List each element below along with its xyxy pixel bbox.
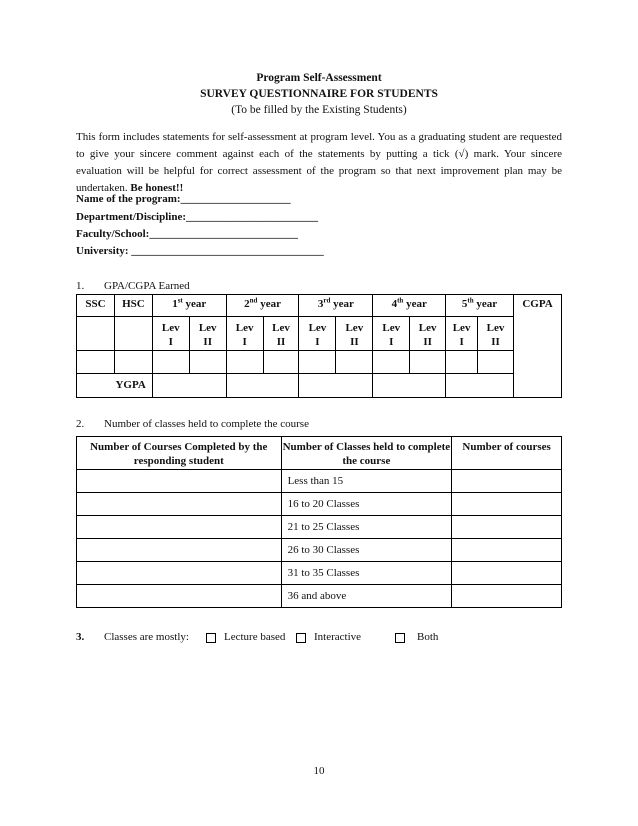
count-cell[interactable] xyxy=(452,470,562,493)
both-checkbox[interactable] xyxy=(395,633,405,643)
gpa-cell[interactable] xyxy=(410,350,446,373)
classes-range: 21 to 25 Classes xyxy=(281,516,452,539)
year-5-header: 5th year xyxy=(446,295,514,317)
courses-cell[interactable] xyxy=(77,539,282,562)
cgpa-header: CGPA xyxy=(513,295,561,398)
classes-range: 36 and above xyxy=(281,585,452,608)
q1-number: 1. xyxy=(76,280,85,292)
ygpa-cell[interactable] xyxy=(373,373,446,397)
classes-range: 31 to 35 Classes xyxy=(281,562,452,585)
intro-text: This form includes statements for self-assessment at program level. You as a graduating student are requested to give your sincere comment against each of the statements by putting a tick (√) mark. Your sincere evaluation will be helpful for correct assessment of the program so that next improvement plan may be undertaken. xyxy=(76,131,562,194)
gpa-cell[interactable] xyxy=(373,350,410,373)
hsc-header: HSC xyxy=(114,295,152,317)
ssc-cell[interactable] xyxy=(77,350,115,373)
gpa-table xyxy=(76,294,562,398)
form-subtitle: SURVEY QUESTIONNAIRE FOR STUDENTS xyxy=(200,88,438,100)
lev-ii: Lev II xyxy=(336,317,373,350)
col-classes-held: Number of Classes held to complete the course xyxy=(281,437,452,470)
lev-i: Lev I xyxy=(373,317,410,350)
gpa-cell[interactable] xyxy=(152,350,189,373)
count-cell[interactable] xyxy=(452,562,562,585)
q3-text: Classes are mostly: xyxy=(104,631,189,643)
ygpa-cell[interactable] xyxy=(446,373,514,397)
q1-text: GPA/CGPA Earned xyxy=(104,280,190,292)
lev-ii: Lev II xyxy=(410,317,446,350)
courses-cell[interactable] xyxy=(77,516,282,539)
lev-i: Lev I xyxy=(299,317,336,350)
courses-cell[interactable] xyxy=(77,585,282,608)
year-3-header: 3rd year xyxy=(299,295,373,317)
ygpa-cell[interactable] xyxy=(226,373,299,397)
count-cell[interactable] xyxy=(452,516,562,539)
gpa-cell[interactable] xyxy=(189,350,226,373)
gpa-cell[interactable] xyxy=(478,350,514,373)
program-field[interactable]: Name of the program:____________________ xyxy=(76,193,291,205)
gpa-cell[interactable] xyxy=(299,350,336,373)
option-lecture: Lecture based xyxy=(224,631,286,643)
count-cell[interactable] xyxy=(452,539,562,562)
lev-i: Lev I xyxy=(446,317,478,350)
ygpa-cell[interactable] xyxy=(299,373,373,397)
gpa-cell[interactable] xyxy=(336,350,373,373)
ssc-header: SSC xyxy=(77,295,115,317)
hsc-cell[interactable] xyxy=(114,350,152,373)
gpa-cell[interactable] xyxy=(446,350,478,373)
courses-cell[interactable] xyxy=(77,470,282,493)
faculty-field[interactable]: Faculty/School:___________________________ xyxy=(76,228,298,240)
lev-ii: Lev II xyxy=(478,317,514,350)
classes-range: Less than 15 xyxy=(281,470,452,493)
col-courses-completed: Number of Courses Completed by the responding student xyxy=(77,437,282,470)
year-2-header: 2nd year xyxy=(226,295,299,317)
count-cell[interactable] xyxy=(452,493,562,516)
count-cell[interactable] xyxy=(452,585,562,608)
col-number-of-courses: Number of courses xyxy=(452,437,562,470)
classes-table xyxy=(76,436,562,608)
option-interactive: Interactive xyxy=(314,631,362,643)
intro-emphasis: Be honest!! xyxy=(130,182,184,194)
intro-paragraph xyxy=(76,129,562,197)
interactive-checkbox[interactable] xyxy=(296,633,306,643)
university-field[interactable]: University: ___________________________________ xyxy=(76,245,324,257)
lev-i: Lev I xyxy=(226,317,263,350)
form-title: Program Self-Assessment xyxy=(256,72,382,84)
year-1-header: 1st year xyxy=(152,295,226,317)
department-field[interactable]: Department/Discipline:________________________ xyxy=(76,211,318,223)
courses-cell[interactable] xyxy=(77,562,282,585)
q3-number: 3. xyxy=(76,631,85,643)
ygpa-cell[interactable] xyxy=(152,373,226,397)
q2-text: Number of classes held to complete the course xyxy=(104,418,309,430)
lev-i: Lev I xyxy=(152,317,189,350)
option-both: Both xyxy=(417,631,439,643)
classes-range: 26 to 30 Classes xyxy=(281,539,452,562)
q2-number: 2. xyxy=(76,418,85,430)
form-note: (To be filled by the Existing Students) xyxy=(231,104,407,116)
page-number: 10 xyxy=(313,765,325,777)
year-4-header: 4th year xyxy=(373,295,446,317)
lecture-checkbox[interactable] xyxy=(206,633,216,643)
gpa-cell[interactable] xyxy=(226,350,263,373)
lev-ii: Lev II xyxy=(263,317,299,350)
classes-range: 16 to 20 Classes xyxy=(281,493,452,516)
gpa-cell[interactable] xyxy=(263,350,299,373)
ygpa-label: YGPA xyxy=(77,373,153,397)
courses-cell[interactable] xyxy=(77,493,282,516)
lev-ii: Lev II xyxy=(189,317,226,350)
